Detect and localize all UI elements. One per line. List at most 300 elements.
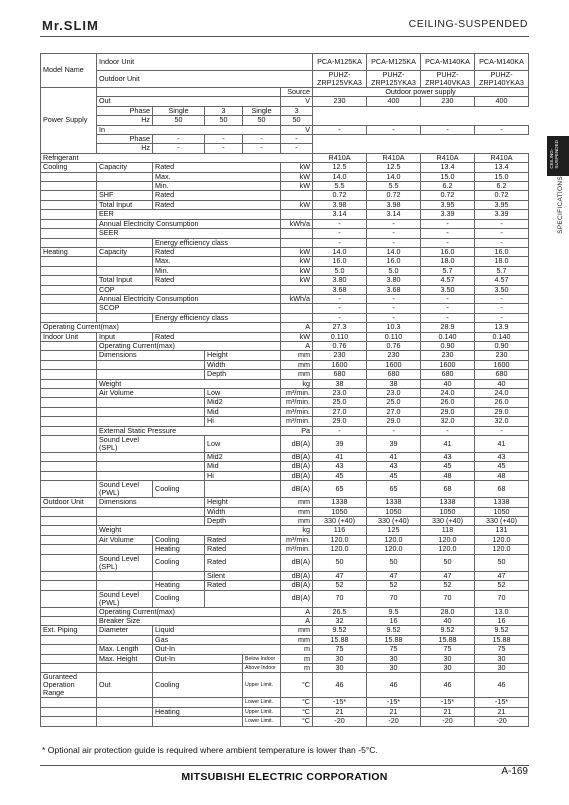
label-heating: Heating	[153, 545, 205, 554]
table-cell: 43	[313, 462, 367, 471]
empty-cell	[97, 545, 153, 554]
table-cell: 18.0	[475, 257, 529, 266]
table-row	[41, 645, 529, 654]
label-u-kw: kW	[281, 266, 313, 275]
empty-cell	[41, 191, 97, 200]
table-cell: 15.0	[475, 172, 529, 181]
table-cell: -	[367, 313, 421, 322]
table-cell: -	[475, 294, 529, 303]
table-cell: 30	[421, 654, 475, 663]
table-cell: -	[313, 229, 367, 238]
table-row	[41, 462, 529, 471]
label-u-v: V	[281, 97, 313, 106]
label-low: Low	[205, 389, 281, 398]
empty-cell	[41, 645, 97, 654]
table-row	[41, 191, 529, 200]
empty-cell	[41, 417, 97, 426]
label-u-c: °C	[281, 707, 313, 716]
label-cooling: Cooling	[153, 481, 205, 498]
label-pwl: Sound Level (PWL)	[97, 481, 153, 498]
table-cell: 40	[475, 379, 529, 388]
table-row	[41, 106, 529, 115]
table-cell: 3.50	[421, 285, 475, 294]
footnote: * Optional air protection guide is required where ambient temperature is lower than -5°C.	[42, 745, 378, 755]
table-cell: 5.0	[367, 266, 421, 275]
table-row	[41, 581, 529, 590]
table-row	[41, 654, 529, 663]
table-cell: 30	[475, 663, 529, 672]
table-cell: 38	[367, 379, 421, 388]
label-u-m3: m³/min.	[281, 398, 313, 407]
table-cell: 75	[475, 645, 529, 654]
label-rated: Rated	[205, 581, 281, 590]
empty-cell	[97, 172, 153, 181]
table-cell: 15.88	[367, 635, 421, 644]
table-cell: 48	[475, 471, 529, 480]
label-breaker: Breaker Size	[97, 616, 281, 625]
label-dimensions: Dimensions	[97, 498, 205, 507]
table-row	[41, 351, 529, 360]
label-u-m3: m³/min.	[281, 417, 313, 426]
table-cell: 26.0	[421, 398, 475, 407]
table-cell: 27.3	[313, 323, 367, 332]
label-scop: SCOP	[97, 304, 281, 313]
label-u-c: °C	[281, 698, 313, 707]
table-cell: 15.0	[421, 172, 475, 181]
label-max: Max.	[153, 172, 281, 181]
label-u-kw: kW	[281, 182, 313, 191]
table-cell: 0.72	[421, 191, 475, 200]
table-row	[41, 116, 529, 125]
footer-divider	[40, 765, 529, 766]
table-cell: 680	[421, 370, 475, 379]
table-cell: 14.0	[313, 172, 367, 181]
empty-cell	[41, 607, 97, 616]
table-cell: 5.0	[313, 266, 367, 275]
table-cell: 1050	[313, 507, 367, 516]
table-cell: 120.0	[421, 535, 475, 544]
table-cell: 1338	[475, 498, 529, 507]
table-row	[41, 717, 529, 726]
label-phase: Phase	[97, 135, 153, 144]
label-u-dba: dB(A)	[281, 571, 313, 580]
table-row	[41, 389, 529, 398]
table-cell: 330 (+40)	[367, 517, 421, 526]
label-u-v: V	[281, 125, 313, 134]
table-row	[41, 635, 529, 644]
label-u-mm: mm	[281, 517, 313, 526]
label-diameter: Diameter	[97, 626, 153, 635]
label-u-kg: kg	[281, 379, 313, 388]
empty-cell	[205, 590, 281, 607]
table-cell: 29.0	[475, 407, 529, 416]
table-cell: -	[313, 426, 367, 435]
label-outdoor-unit: Outdoor Unit	[97, 71, 313, 88]
table-cell: 28.9	[421, 323, 475, 332]
label-rated: Rated	[153, 247, 281, 256]
empty-cell	[41, 219, 97, 228]
table-cell: 70	[367, 590, 421, 607]
table-cell: 47	[475, 571, 529, 580]
label-u-m3: m³/min.	[281, 535, 313, 544]
section-tab[interactable]	[547, 136, 569, 176]
table-cell: 0.110	[313, 332, 367, 341]
table-cell: 120.0	[475, 545, 529, 554]
table-cell: 116	[313, 526, 367, 535]
table-cell: 330 (+40)	[421, 517, 475, 526]
label-rated: Rated	[153, 191, 281, 200]
table-cell: -	[367, 304, 421, 313]
table-cell: 21	[421, 707, 475, 716]
empty-cell	[41, 285, 97, 294]
label-u-mm: mm	[281, 360, 313, 369]
table-row	[41, 125, 529, 134]
label-heating: Heating	[153, 707, 243, 716]
table-cell: 230	[367, 351, 421, 360]
label-lower: Lower Limit.	[243, 698, 281, 707]
empty-cell	[205, 481, 281, 498]
table-cell: 0.140	[421, 332, 475, 341]
empty-cell	[41, 517, 97, 526]
table-cell: 230	[313, 351, 367, 360]
table-cell: 3.14	[313, 210, 367, 219]
empty-cell	[41, 398, 97, 407]
table-row	[41, 304, 529, 313]
table-cell: 0.76	[367, 341, 421, 350]
table-cell: -	[313, 294, 367, 303]
table-cell: -	[475, 219, 529, 228]
table-row	[41, 332, 529, 341]
table-row	[41, 481, 529, 498]
label-energy-class: Energy efficiency class	[153, 238, 281, 247]
table-cell: 16	[367, 616, 421, 625]
empty-cell	[41, 717, 97, 726]
company-name: MITSUBISHI ELECTRIC CORPORATION	[181, 771, 388, 783]
empty-cell	[41, 545, 97, 554]
table-cell: 21	[475, 707, 529, 716]
table-cell: 3	[281, 106, 313, 115]
table-cell: 32.0	[421, 417, 475, 426]
table-cell: 15.88	[475, 635, 529, 644]
table-row	[41, 554, 529, 571]
empty-cell	[97, 517, 205, 526]
table-cell: -	[421, 219, 475, 228]
label-u-m: m	[281, 663, 313, 672]
empty-cell	[41, 436, 97, 453]
label-u-m3: m³/min.	[281, 407, 313, 416]
table-cell: 0.110	[367, 332, 421, 341]
table-cell: 70	[475, 590, 529, 607]
table-cell: 32.0	[475, 417, 529, 426]
table-row	[41, 71, 529, 88]
table-cell: 45	[475, 462, 529, 471]
table-cell: 27.0	[367, 407, 421, 416]
table-cell: -15*	[313, 698, 367, 707]
table-row	[41, 471, 529, 480]
table-row	[41, 498, 529, 507]
table-cell: PCA-M125KA	[313, 54, 367, 71]
table-cell: 50	[281, 116, 313, 125]
label-weight: Weight	[97, 379, 281, 388]
label-upper: Upper Limit.	[243, 673, 281, 698]
empty-cell	[41, 341, 97, 350]
empty-cell	[41, 210, 97, 219]
table-cell: 41	[313, 453, 367, 462]
table-cell: -	[421, 229, 475, 238]
table-cell: 50	[153, 116, 205, 125]
table-row	[41, 153, 529, 162]
label-spl: Sound Level (SPL)	[97, 554, 153, 571]
table-cell: -	[153, 144, 205, 153]
label-energy-class: Energy efficiency class	[153, 313, 281, 322]
label-u-a: A	[281, 616, 313, 625]
table-cell: 28.0	[421, 607, 475, 616]
table-cell: -15*	[421, 698, 475, 707]
label-u-mm: mm	[281, 635, 313, 644]
table-cell: 13.9	[475, 323, 529, 332]
table-cell: -	[313, 304, 367, 313]
table-row	[41, 707, 529, 716]
label-air-volume: Air Volume	[97, 535, 153, 544]
table-cell: 1600	[313, 360, 367, 369]
table-cell: 29.0	[367, 417, 421, 426]
label-width: Width	[205, 360, 281, 369]
table-row	[41, 219, 529, 228]
table-row	[41, 453, 529, 462]
label-width: Width	[205, 507, 281, 516]
table-cell: 50	[313, 554, 367, 571]
empty-cell	[41, 238, 97, 247]
label-u-kwha: kWh/a	[281, 219, 313, 228]
table-row	[41, 238, 529, 247]
table-row	[41, 182, 529, 191]
label-mid2: Mid2	[205, 453, 281, 462]
table-cell: 45	[367, 471, 421, 480]
table-cell: 1338	[367, 498, 421, 507]
label-u-mm: mm	[281, 370, 313, 379]
label-ext-piping: Ext. Piping	[41, 626, 97, 635]
table-cell: 50	[205, 116, 243, 125]
table-cell: 120.0	[367, 535, 421, 544]
empty-cell	[97, 417, 205, 426]
empty-cell	[41, 172, 97, 181]
table-cell: 131	[475, 526, 529, 535]
table-row	[41, 698, 529, 707]
table-cell: 3.80	[313, 276, 367, 285]
table-cell: -	[153, 135, 205, 144]
label-u-dba: dB(A)	[281, 581, 313, 590]
table-cell: 1050	[475, 507, 529, 516]
table-cell: 400	[367, 97, 421, 106]
table-cell: 120.0	[313, 545, 367, 554]
table-cell: 40	[421, 616, 475, 625]
label-upper: Upper Limit.	[243, 707, 281, 716]
table-row	[41, 398, 529, 407]
table-cell: R410A	[475, 153, 529, 162]
empty-cell	[97, 507, 205, 516]
label-max-length: Max. Length	[97, 645, 153, 654]
label-total-input: Total Input	[97, 200, 153, 209]
empty-cell	[97, 370, 205, 379]
page-number: A-169	[501, 766, 528, 777]
table-cell: 3	[205, 106, 243, 115]
table-cell: 9.52	[475, 626, 529, 635]
table-cell: -	[313, 313, 367, 322]
table-cell: 1600	[367, 360, 421, 369]
label-op-current-max: Operating Current(max)	[41, 323, 281, 332]
table-cell: 5.5	[367, 182, 421, 191]
table-cell: 23.0	[367, 389, 421, 398]
table-cell: 41	[475, 436, 529, 453]
table-cell: 26.0	[475, 398, 529, 407]
table-cell: 0.140	[475, 332, 529, 341]
table-cell: 68	[475, 481, 529, 498]
label-rated: Rated	[205, 535, 281, 544]
table-cell: 3.98	[367, 200, 421, 209]
empty-cell	[41, 507, 97, 516]
table-cell: -	[421, 313, 475, 322]
label-u-m: m	[281, 645, 313, 654]
label-capacity: Capacity	[97, 247, 153, 256]
empty-cell	[41, 535, 97, 544]
label-cooling: Cooling	[153, 590, 205, 607]
label-silent: Silent	[205, 571, 281, 580]
empty-cell	[281, 285, 313, 294]
label-lower: Lower Limit.	[243, 717, 281, 726]
table-cell: 5.7	[421, 266, 475, 275]
table-row	[41, 417, 529, 426]
table-cell: 70	[421, 590, 475, 607]
table-cell: 25.0	[313, 398, 367, 407]
table-cell: 47	[313, 571, 367, 580]
table-row	[41, 54, 529, 71]
table-row	[41, 571, 529, 580]
table-cell: 4.57	[475, 276, 529, 285]
empty-cell	[97, 398, 205, 407]
empty-cell	[281, 210, 313, 219]
label-guaranteed: Guranteed Operation Range	[41, 673, 97, 698]
table-cell: 65	[313, 481, 367, 498]
table-cell: -	[421, 426, 475, 435]
table-cell: 230	[475, 351, 529, 360]
empty-cell	[97, 571, 153, 580]
table-row	[41, 163, 529, 172]
empty-cell	[41, 426, 97, 435]
table-cell: 5.5	[313, 182, 367, 191]
table-cell: -15*	[367, 698, 421, 707]
table-cell: 30	[313, 654, 367, 663]
empty-cell	[153, 663, 243, 672]
label-u-kg: kg	[281, 526, 313, 535]
table-cell: 65	[367, 481, 421, 498]
table-cell: -	[367, 219, 421, 228]
table-cell: -20	[313, 717, 367, 726]
table-cell: 52	[313, 581, 367, 590]
table-row	[41, 517, 529, 526]
table-cell: -	[205, 144, 243, 153]
label-seer: SEER	[97, 229, 281, 238]
label-u-mm: mm	[281, 351, 313, 360]
table-cell: -	[475, 238, 529, 247]
table-cell: 52	[421, 581, 475, 590]
table-cell: 41	[367, 453, 421, 462]
label-rated: Rated	[153, 276, 281, 285]
table-cell: -20	[475, 717, 529, 726]
label-u-hz: Hz	[97, 144, 153, 153]
table-cell: 1338	[313, 498, 367, 507]
table-cell: PCA-M140KA	[421, 54, 475, 71]
label-max-height: Max. Height	[97, 654, 153, 663]
table-cell: -	[243, 135, 281, 144]
table-cell: 9.52	[367, 626, 421, 635]
label-mid: Mid	[205, 462, 281, 471]
table-cell: -	[421, 304, 475, 313]
empty-cell	[281, 191, 313, 200]
table-cell: -	[475, 125, 529, 134]
table-cell: 3.68	[313, 285, 367, 294]
table-row	[41, 229, 529, 238]
empty-cell	[97, 717, 153, 726]
table-cell: PUHZ- ZRP125YKA3	[367, 71, 421, 88]
empty-cell	[281, 313, 313, 322]
table-cell: 9.52	[421, 626, 475, 635]
table-cell: Single	[243, 106, 281, 115]
table-cell: 0.72	[313, 191, 367, 200]
empty-cell	[41, 182, 97, 191]
label-rated: Rated	[153, 332, 281, 341]
label-u-hz: Hz	[97, 116, 153, 125]
table-cell: 680	[367, 370, 421, 379]
label-u-kw: kW	[281, 247, 313, 256]
table-row	[41, 436, 529, 453]
table-row	[41, 313, 529, 322]
table-cell: 45	[313, 471, 367, 480]
table-cell: 3.95	[475, 200, 529, 209]
table-cell: 14.0	[367, 247, 421, 256]
label-u-mm: mm	[281, 626, 313, 635]
category-title: CEILING-SUSPENDED	[408, 18, 528, 30]
label-power-supply: Power Supply	[41, 88, 97, 154]
table-cell: PCA-M125KA	[367, 54, 421, 71]
empty-cell	[41, 616, 97, 625]
empty-cell	[41, 407, 97, 416]
table-row	[41, 323, 529, 332]
table-cell: 0.90	[475, 341, 529, 350]
table-cell: 1600	[421, 360, 475, 369]
empty-cell	[41, 360, 97, 369]
label-u-kw: kW	[281, 257, 313, 266]
label-air-volume: Air Volume	[97, 389, 205, 398]
table-cell: PUHZ- ZRP140YKA3	[475, 71, 529, 88]
table-cell: 23.0	[313, 389, 367, 398]
table-cell: -20	[367, 717, 421, 726]
empty-cell	[97, 257, 153, 266]
table-cell: -	[313, 219, 367, 228]
label-u-mm: mm	[281, 498, 313, 507]
label-u-dba: dB(A)	[281, 590, 313, 607]
empty-cell	[41, 590, 97, 607]
empty-cell	[41, 294, 97, 303]
table-cell: 32	[313, 616, 367, 625]
table-cell: -	[367, 426, 421, 435]
table-cell: 70	[313, 590, 367, 607]
label-hi: Hi	[205, 471, 281, 480]
table-cell: 50	[475, 554, 529, 571]
label-phase: Phase	[97, 106, 153, 115]
label-mid2: Mid2	[205, 398, 281, 407]
table-cell: 9.5	[367, 607, 421, 616]
table-cell: 6.2	[421, 182, 475, 191]
